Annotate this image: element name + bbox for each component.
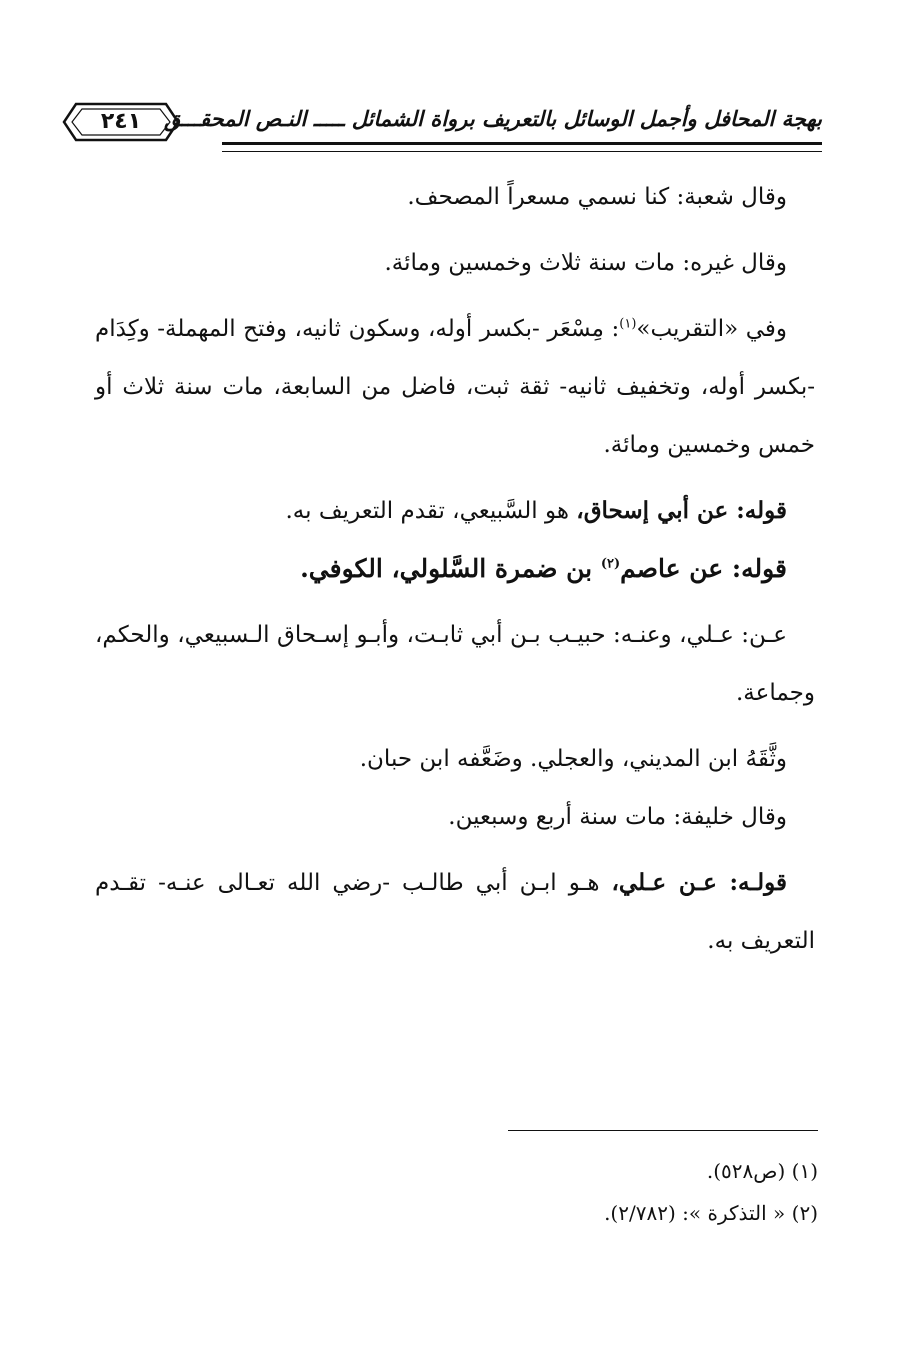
page-number: ٢٤١ <box>100 109 142 134</box>
paragraph-text: هـو ابـن أبي طالـب -رضي الله تعـالى عنـه- تقـدم التعريف به. <box>95 870 815 954</box>
quote-heading: بن ضمرة السَّلولي، الكوفي. <box>300 554 601 583</box>
quote-heading: قوله: عن عاصم <box>620 554 787 583</box>
header-rule <box>222 142 822 152</box>
running-header <box>62 100 822 150</box>
paragraph <box>95 854 815 970</box>
paragraph: وقال غيره: مات سنة ثلاث وخمسين ومائة. <box>384 250 787 276</box>
quote-heading: قولـه: عـن عـلي، <box>611 869 787 896</box>
paragraph: وقال خليفة: مات سنة أربع وسبعين. <box>448 804 787 830</box>
footnotes <box>318 1150 818 1234</box>
page-number-frame <box>62 100 180 144</box>
main-text <box>95 168 815 970</box>
paragraph: وقال شعبة: كنا نسمي مسعراً المصحف. <box>407 184 787 210</box>
paragraph <box>95 540 815 598</box>
footnote-ref[interactable]: (١) <box>619 316 637 332</box>
paragraph: وثَّقَهُ ابن المديني، والعجلي. وضَعَّفه ابن حبان. <box>359 746 787 772</box>
paragraph-text: هو السَّبيعي، تقدم التعريف به. <box>285 498 577 524</box>
footnote: (١) (ص٥٢٨). <box>706 1159 818 1183</box>
paragraph <box>95 300 815 474</box>
paragraph-text: : مِسْعَر -بكسر أوله، وسكون ثانيه، وفتح المهملة- وكِدَام -بكسر أوله، وتخفيف ثانيه- ثقة ثبت، فاضل من السابعة، مات سنة ثلاث أو خمس وخمسين ومائة. <box>95 316 815 458</box>
footnote-separator <box>508 1130 818 1131</box>
paragraph-text: وفي «التقريب» <box>636 316 787 342</box>
header-title: بهجة المحافل وأجمل الوسائل بالتعريف برواة الشمائل ـــــ النـص المحقـــق <box>164 106 822 131</box>
quote-heading: قوله: عن أبي إسحاق، <box>576 497 787 524</box>
footnote: (٢) « التذكرة »: (٢/٧٨٢). <box>604 1201 818 1225</box>
footnote-ref[interactable]: (٢) <box>600 556 621 572</box>
paragraph <box>95 482 815 540</box>
paragraph: عـن: عـلي، وعنـه: حبيـب بـن أبي ثابـت، وأبـو إسـحاق الـسبيعي، والحكم، وجماعة. <box>95 622 815 706</box>
